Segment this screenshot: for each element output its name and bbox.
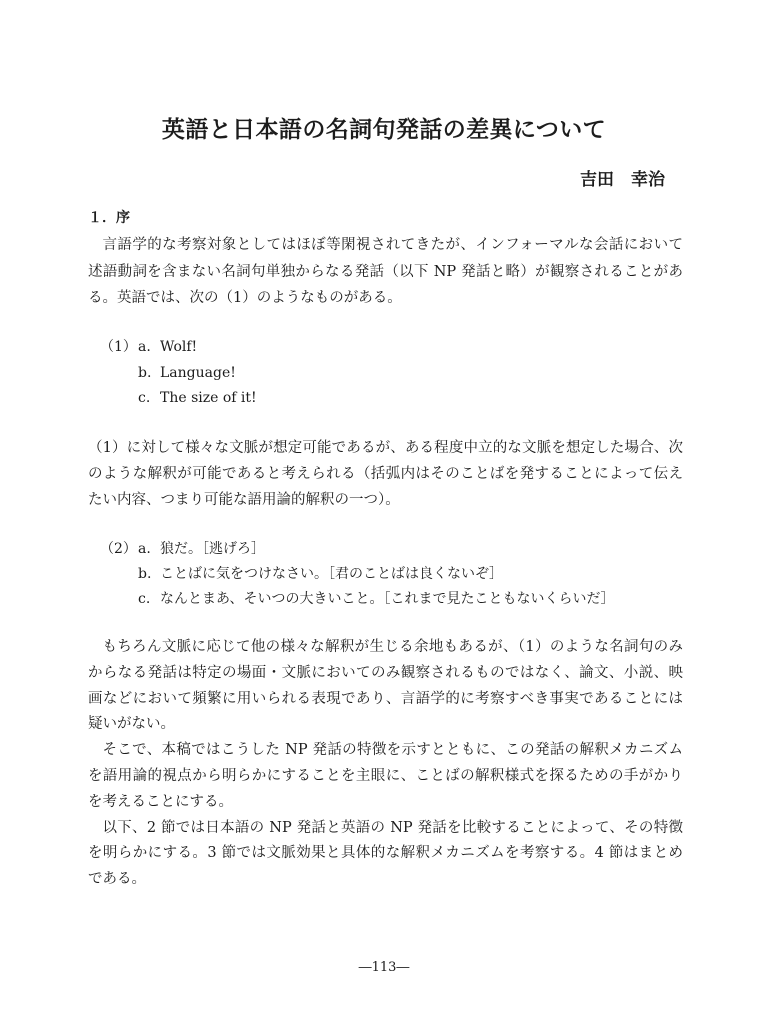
example-item-letter: b. xyxy=(138,364,152,381)
paragraph-line: を語用論的視点から明らかにすることを主眼に、ことばの解釈様式を探るための手がかり xyxy=(88,767,683,784)
example-number: （1） xyxy=(100,339,137,355)
paragraph-line: たい内容、つまり可能な語用論的解釈の一つ）。 xyxy=(88,492,400,508)
author-name: 吉田 幸治 xyxy=(580,170,665,190)
paragraph-line: 述語動詞を含まない名詞句単独からなる発話（以下 NP 発話と略）が観察されることがあ xyxy=(88,263,683,280)
paragraph-line: を考えることにする。 xyxy=(88,793,233,810)
paragraph-line: そこで、本稿ではこうした NP 発話の特徴を示すとともに、この発話の解釈メカニズム xyxy=(102,742,683,759)
paragraph-2 xyxy=(88,435,683,513)
paragraphs-3-5 xyxy=(88,635,683,893)
paragraph-line: 疑いがない。 xyxy=(88,716,175,733)
example-item-letter: c. xyxy=(138,390,151,406)
example-number: （2） xyxy=(100,541,137,557)
example-item-letter: c. xyxy=(138,591,151,607)
example-item-text: The size of it! xyxy=(160,390,257,406)
paragraph-line: のような解釈が可能であると考えられる（括弧内はそのことばを発することによって伝え xyxy=(88,466,683,482)
paper-title: 英語と日本語の名詞句発話の差異について xyxy=(161,116,607,143)
example-item-text: Language! xyxy=(160,364,236,381)
paragraph-1 xyxy=(88,232,683,312)
paragraph-line: 画などにおいて頻繁に用いられる表現であり、言語学的に考察すべき事実であることには xyxy=(88,690,683,707)
paragraph-line: 以下、2 節では日本語の NP 発話と英語の NP 発話を比較することによって、その特徴 xyxy=(102,819,683,836)
example-item xyxy=(100,335,660,361)
paragraph-line: る。英語では、次の（1）のようなものがある。 xyxy=(88,290,402,306)
example-item xyxy=(100,587,660,612)
section-heading: １．序 xyxy=(88,210,130,226)
example-item-text: 狼だ。［逃げろ］ xyxy=(160,541,265,557)
paragraph-line: からなる発話は特定の場面・文脈においてのみ観察されるものではなく、論文、小説、映 xyxy=(88,664,683,681)
paragraph-line: 言語学的な考察対象としてはほぼ等閑視されてきたが、インフォーマルな会話において xyxy=(102,237,683,253)
page-number: ―113― xyxy=(358,960,410,975)
example-item-text: ことばに気をつけなさい。［君のことばは良くないぞ］ xyxy=(160,566,503,582)
example-item-letter: a. xyxy=(138,339,151,355)
example-item-text: なんとまあ、そいつの大きいこと。［これまで見たこともないくらいだ］ xyxy=(160,591,615,607)
example-item-letter: b. xyxy=(138,566,152,582)
example-item xyxy=(100,562,660,587)
example-item-text: Wolf! xyxy=(160,339,198,355)
example-item xyxy=(100,386,660,412)
example-1 xyxy=(100,335,660,412)
paragraph-line: である。 xyxy=(88,871,146,888)
example-item xyxy=(100,361,660,387)
example-2 xyxy=(100,537,660,612)
example-item-letter: a. xyxy=(138,541,151,557)
paragraph-line: （1）に対して様々な文脈が想定可能であるが、ある程度中立的な文脈を想定した場合、次 xyxy=(88,440,683,456)
paragraph-line: もちろん文脈に応じて他の様々な解釈が生じる余地もあるが、（1）のような名詞句のみ xyxy=(102,639,683,655)
paragraph-line: を明らかにする。3 節では文脈効果と具体的な解釈メカニズムを考察する。4 節はまとめ xyxy=(88,845,683,862)
example-item xyxy=(100,537,660,562)
